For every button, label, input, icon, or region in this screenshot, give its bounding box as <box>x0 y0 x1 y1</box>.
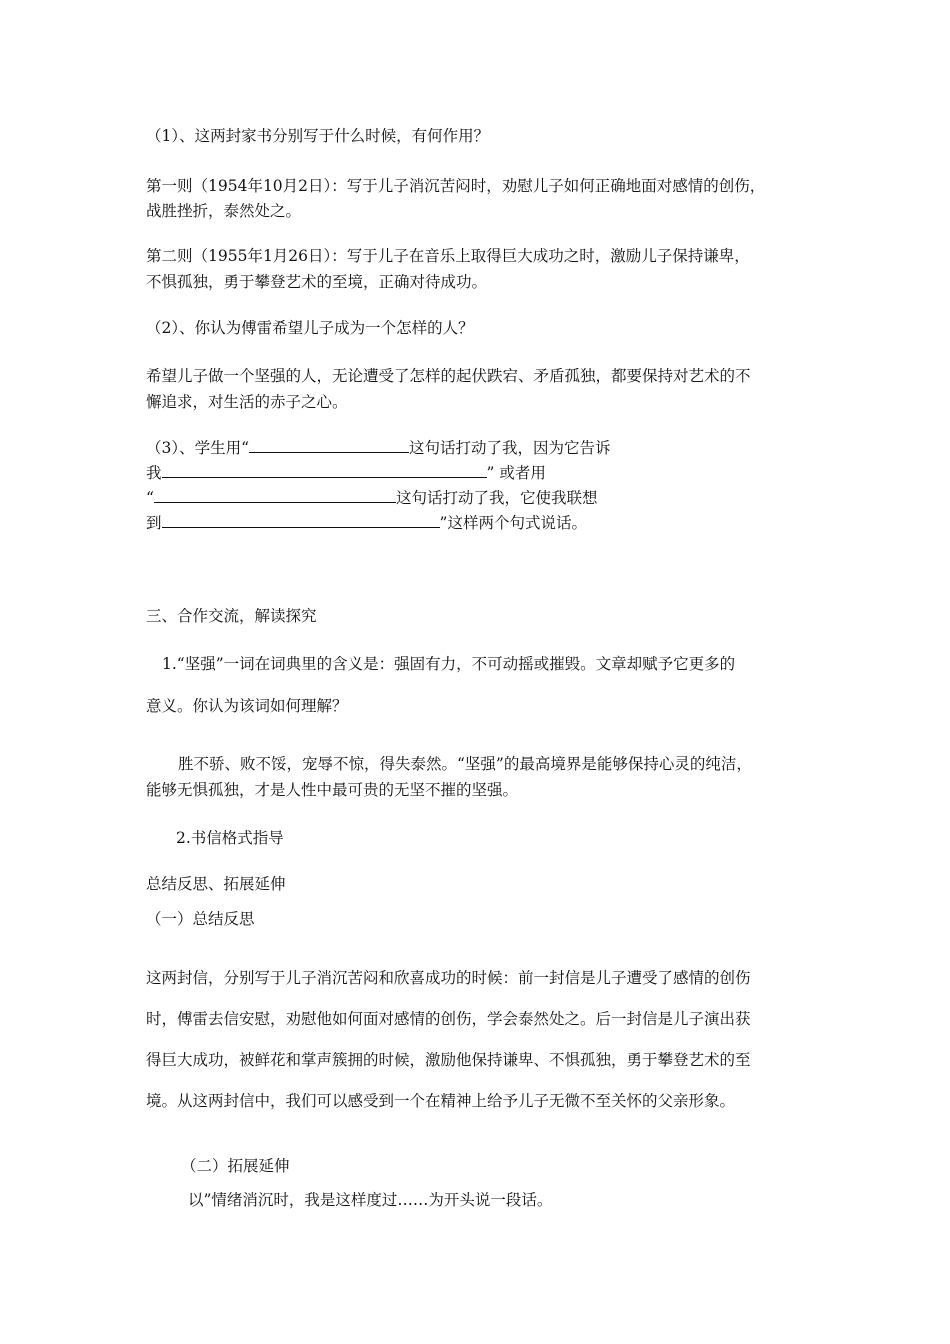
q3-blank-3 <box>154 488 396 503</box>
summary-paragraph-line4: 境。从这两封信中，我们可以感受到一个在精神上给予儿子无微不至关怀的父亲形象。 <box>146 1092 736 1110</box>
q3-line1 <box>146 438 611 458</box>
summary-paragraph-line2: 时，傅雷去信安慰，劝慰他如何面对感情的创伤，学会泰然处之。后一封信是儿子演出获 <box>146 1010 751 1028</box>
summary-extend-prompt: 以”情绪消沉时，我是这样度过……为开头说一段话。 <box>188 1191 553 1209</box>
q3-line2 <box>146 463 546 483</box>
summary-heading: 总结反思、拓展延伸 <box>146 875 286 893</box>
summary-paragraph-line1: 这两封信，分别写于儿子消沉苦闷和欣喜成功的时候：前一封信是儿子遭受了感情的创伤 <box>146 969 751 987</box>
q3-line3-suffix: 这句话打动了我，它使我联想 <box>395 489 598 507</box>
section3-answer-line1: 胜不骄、败不馁，宠辱不惊，得失泰然。“坚强”的最高境界是能够保持心灵的纯洁， <box>178 755 752 773</box>
summary-sub1: （一）总结反思 <box>146 910 255 928</box>
section3-item1-line1: 1.“坚强”一词在词典里的含义是：强固有力，不可动摇或摧毁。文章却赋予它更多的 <box>162 655 736 673</box>
section3-item2: 2.书信格式指导 <box>176 829 284 847</box>
summary-paragraph-line3: 得巨大成功，被鲜花和掌声簇拥的时候，激励他保持谦卑、不惧孤独，勇于攀登艺术的至 <box>146 1051 751 1069</box>
q3-line2-suffix: ” 或者用 <box>486 464 546 482</box>
q3-blank-2 <box>162 463 487 478</box>
q3-blank-1 <box>249 438 409 453</box>
q3-line3-prefix: “ <box>146 489 154 507</box>
q3-line2-prefix: 我 <box>146 464 162 482</box>
q1-answer2-line2: 不惧孤独，勇于攀登艺术的至境，正确对待成功。 <box>146 273 488 291</box>
q3-line1-prefix: （3）、学生用“ <box>146 439 250 457</box>
section3-answer-line2: 能够无惧孤独，才是人性中最可贵的无坚不摧的坚强。 <box>146 781 519 799</box>
q3-line4 <box>146 513 587 533</box>
section3-item1-line2: 意义。你认为该词如何理解？ <box>146 697 348 715</box>
q3-line4-suffix: ”这样两个句式说话。 <box>439 514 587 532</box>
q3-blank-4 <box>162 513 440 528</box>
q2-question: （2）、你认为傅雷希望儿子成为一个怎样的人？ <box>146 319 474 337</box>
q3-line4-prefix: 到 <box>146 514 162 532</box>
q1-question: （1）、这两封家书分别写于什么时候，有何作用？ <box>146 127 490 145</box>
q3-line1-suffix: 这句话打动了我，因为它告诉 <box>409 439 611 457</box>
q2-answer-line2: 懈追求，对生活的赤子之心。 <box>146 393 348 411</box>
q1-answer1-line1: 第一则（1954年10月2日）：写于儿子消沉苦闷时，劝慰儿子如何正确地面对感情的创伤， <box>146 177 766 195</box>
q3-line3 <box>146 488 597 508</box>
q2-answer-line1: 希望儿子做一个坚强的人，无论遭受了怎样的起伏跌宕、矛盾孤独，都要保持对艺术的不 <box>146 367 751 385</box>
q1-answer2-line1: 第二则（1955年1月26日）：写于儿子在音乐上取得巨大成功之时，激励儿子保持谦卑， <box>146 247 750 265</box>
summary-sub2: （二）拓展延伸 <box>181 1157 290 1175</box>
q1-answer1-line2: 战胜挫折，泰然处之。 <box>146 202 302 220</box>
section3-heading: 三、合作交流，解读探究 <box>146 607 317 625</box>
